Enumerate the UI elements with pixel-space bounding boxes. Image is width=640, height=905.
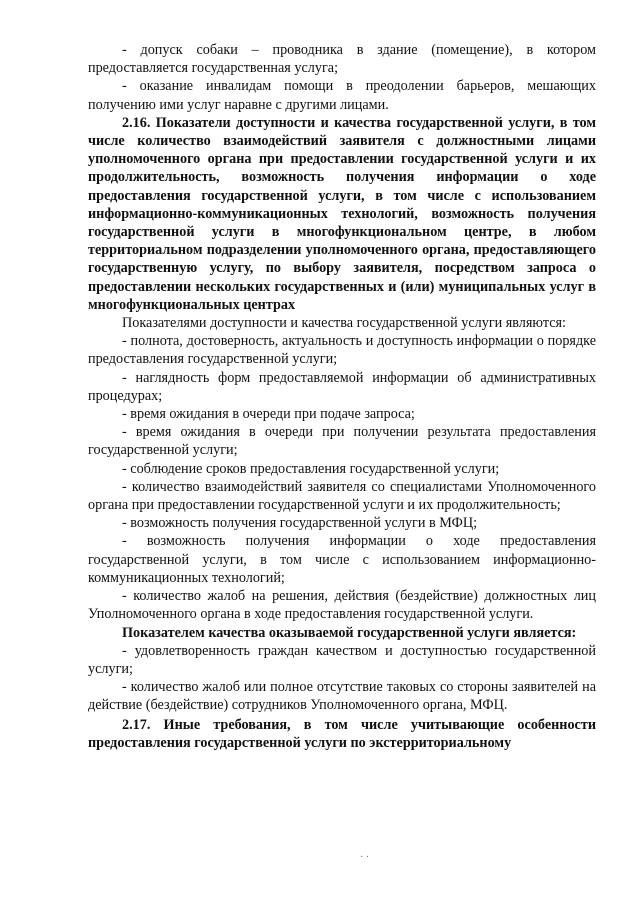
paragraph: - оказание инвалидам помощи в преодолении барьеров, мешающих получению ими услуг наравне с другими лицами. <box>88 78 596 113</box>
list-item: - возможность получения информации о ходе предоставления государственной услуги, в том числе с использованием информационно-коммуникационных технологий; <box>88 533 596 586</box>
list-item: - удовлетворенность граждан качеством и доступностью государственной услуги; <box>88 642 596 677</box>
scan-speck: · · <box>360 852 370 863</box>
paragraph: Показателями доступности и качества государственной услуги являются: <box>122 315 566 332</box>
section-heading-2-16: 2.16. Показатели доступности и качества государственной услуги, в том числе количество взаимодействий заявителя с должностными лицами уполномоченного органа при предоставлении государственной услуги и их продолжительность, возможность получения информации о ходе предоставления государственной услуги, в том числе с использованием информационно-коммуникационных технологий, возможность получения государственной услуги в многофункциональном центре, в любом территориальном подразделении уполномоченного органа, предоставляющего государственную услугу, по выбору заявителя, посредством запроса о предоставлении нескольких государственных и (или) муниципальных услуг в многофункциональных центрах <box>88 114 596 313</box>
list-item: - соблюдение сроков предоставления государственной услуги; <box>122 460 500 477</box>
list-item: - время ожидания в очереди при подаче запроса; <box>122 406 415 423</box>
list-item: - количество жалоб или полное отсутствие таковых со стороны заявителей на действие (бездействие) сотрудников Уполномоченного органа, МФЦ. <box>88 679 596 714</box>
list-item: - наглядность форм предоставляемой информации об административных процедурах; <box>88 369 596 404</box>
list-item: - возможность получения государственной услуги в МФЦ; <box>122 515 478 532</box>
list-item: - время ожидания в очереди при получении результата предоставления государственной услуги; <box>88 424 596 459</box>
section-heading-2-17: 2.17. Иные требования, в том числе учитывающие особенности предоставления государственной услуги по экстерриториальному <box>88 716 596 751</box>
quality-indicator-heading: Показателем качества оказываемой государственной услуги является: <box>122 624 577 641</box>
paragraph: - допуск собаки – проводника в здание (помещение), в котором предоставляется государственная услуга; <box>88 42 596 77</box>
list-item: - количество взаимодействий заявителя со специалистами Уполномоченного органа при предоставлении государственной услуги и их продолжительность; <box>88 478 596 514</box>
list-item: - полнота, достоверность, актуальность и доступность информации о порядке предоставления государственной услуги; <box>88 333 596 368</box>
list-item: - количество жалоб на решения, действия (бездействие) должностных лиц Уполномоченного органа в ходе предоставления государственной услуги. <box>88 588 596 623</box>
document-page <box>88 41 596 752</box>
